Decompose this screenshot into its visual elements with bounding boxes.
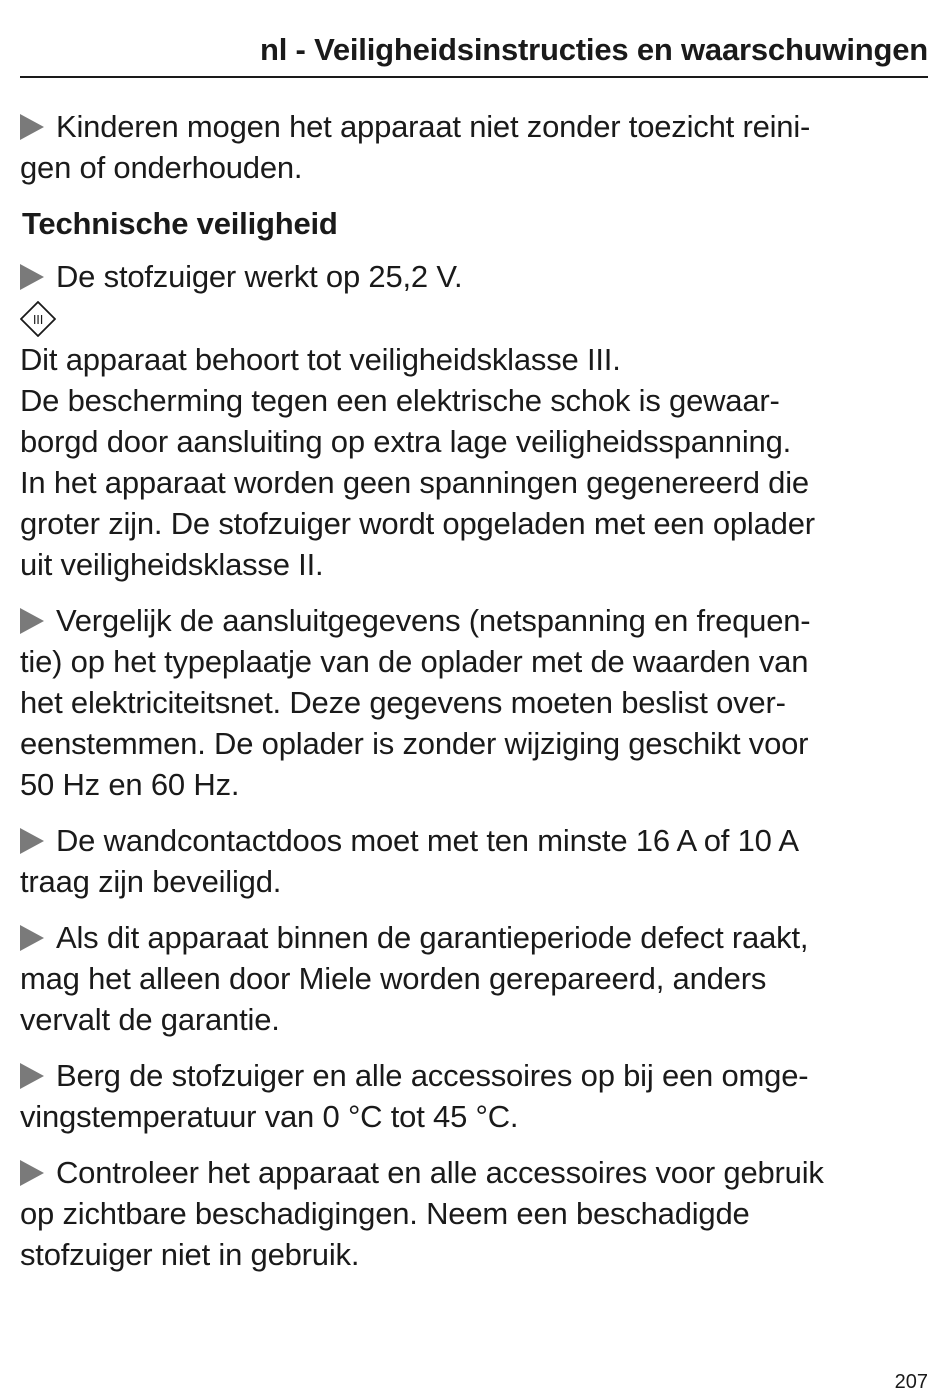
bullet-item-storage-temperature — [20, 1055, 928, 1137]
bullet-item-text: Als dit apparaat binnen de garantieperiode defect raakt, mag het alleen door Miele worden gerepareerd, anders vervalt de garantie. — [20, 920, 809, 1037]
triangle-bullet-icon — [20, 1063, 44, 1089]
triangle-bullet-icon — [20, 264, 44, 290]
bullet-item-text: De wandcontactdoos moet met ten minste 16 A of 10 A traag zijn beveiligd. — [20, 823, 799, 899]
bullet-item-inspect-damage — [20, 1152, 928, 1275]
bullet-item-warranty — [20, 917, 928, 1040]
bullet-item-text: Vergelijk de aansluitgegevens (netspanning en frequen- tie) op het typeplaatje van de oplader met de waarden van het elektriciteitsnet. Deze gegevens moeten beslist over- eenstemmen. De oplader is zonder wijziging geschikt voor 50 Hz en 60 Hz. — [20, 603, 811, 802]
safety-class-iii-label: III — [32, 312, 44, 327]
triangle-bullet-icon — [20, 608, 44, 634]
page-number: 207 — [894, 1371, 928, 1393]
bullet-item-text: De stofzuiger werkt op 25,2 V. — [56, 259, 463, 294]
bullet-item-children — [20, 106, 928, 188]
safety-class-text: Dit apparaat behoort tot veiligheidsklasse III. De bescherming tegen een elektrische schok is gewaar- borgd door aansluiting op extra lage veiligheidsspanning. In het apparaat worden geen spanningen gegenereerd die groter zijn. De stofzuiger wordt opgeladen met een oplader uit veiligheidsklasse II. — [20, 342, 815, 582]
page-title: nl - Veiligheidsinstructies en waarschuwingen — [259, 32, 928, 67]
triangle-bullet-icon — [20, 114, 44, 140]
safety-class-iii-icon — [20, 301, 56, 337]
bullet-item-text: Controleer het apparaat en alle accessoires voor gebruik op zichtbare beschadigingen. Neem een beschadigde stofzuiger niet in gebruik. — [20, 1155, 824, 1272]
bullet-item-voltage — [20, 256, 928, 297]
bullet-item-connection-data — [20, 600, 928, 805]
triangle-bullet-icon — [20, 925, 44, 951]
page-content — [20, 106, 928, 1290]
section-heading: Technische veiligheid — [22, 206, 338, 241]
page-header — [20, 28, 928, 78]
bullet-item-wall-socket — [20, 820, 928, 902]
triangle-bullet-icon — [20, 828, 44, 854]
bullet-item-text: Berg de stofzuiger en alle accessoires op bij een omge- vingstemperatuur van 0 °C tot 45 °C. — [20, 1058, 809, 1134]
triangle-bullet-icon — [20, 1160, 44, 1186]
section-item-list — [20, 600, 928, 1275]
bullet-item-text: Kinderen mogen het apparaat niet zonder toezicht reini- gen of onderhouden. — [20, 109, 811, 185]
